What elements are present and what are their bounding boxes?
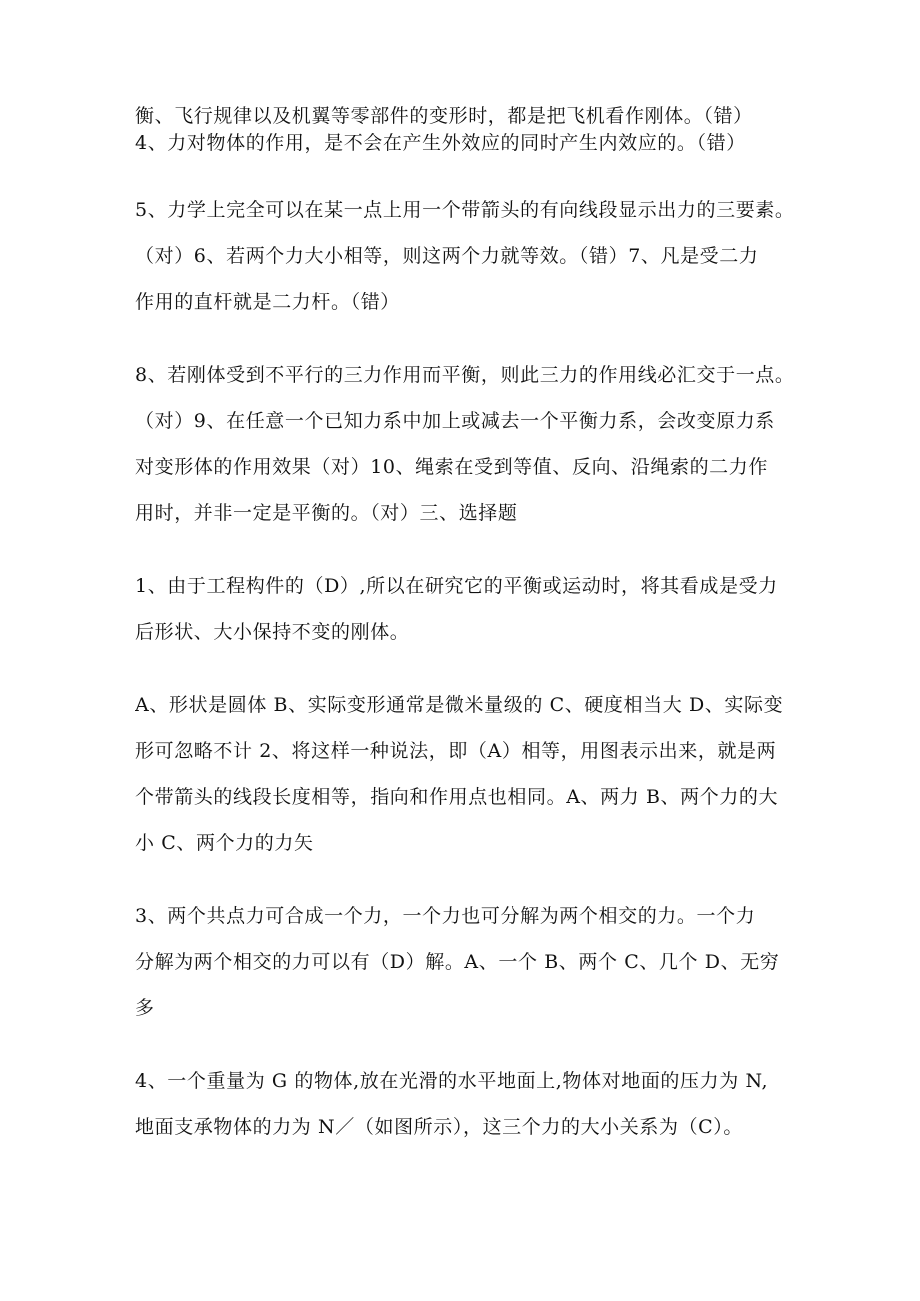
text-line: A、形状是圆体 B、实际变形通常是微米量级的 C、硬度相当大 D、实际变 bbox=[135, 694, 784, 716]
text-line: 分解为两个相交的力可以有（D）解。A、一个 B、两个 C、几个 D、无穷 bbox=[135, 951, 780, 973]
text-line: 5、力学上完全可以在某一点上用一个带箭头的有向线段显示出力的三要素。 bbox=[135, 199, 795, 221]
text-line: 8、若刚体受到不平行的三力作用而平衡，则此三力的作用线必汇交于一点。 bbox=[135, 364, 795, 386]
text-line: 形可忽略不计 2、将这样一种说法，即（A）相等，用图表示出来，就是两 bbox=[135, 740, 777, 762]
text-line: 对变形体的作用效果（对）10、绳索在受到等值、反向、沿绳索的二力作 bbox=[135, 456, 768, 478]
text-line: 用时，并非一定是平衡的。（对）三、选择题 bbox=[135, 502, 518, 524]
text-line: （对）9、在任意一个已知力系中加上或减去一个平衡力系，会改变原力系 bbox=[135, 410, 775, 432]
text-line: 4、力对物体的作用，是不会在产生外效应的同时产生内效应的。（错） bbox=[135, 132, 746, 154]
text-line: 多 bbox=[135, 997, 155, 1019]
text-line: 地面支承物体的力为 N／（如图所示），这三个力的大小关系为（C）。 bbox=[135, 1116, 744, 1138]
text-line: 作用的直杆就是二力杆。（错） bbox=[135, 291, 400, 313]
text-line: 后形状、大小保持不变的刚体。 bbox=[135, 621, 410, 643]
text-line: 1、由于工程构件的（D）,所以在研究它的平衡或运动时，将其看成是受力 bbox=[135, 575, 778, 597]
text-line: 衡、飞行规律以及机翼等零部件的变形时，都是把飞机看作刚体。（错） bbox=[135, 105, 753, 127]
text-line: 个带箭头的线段长度相等，指向和作用点也相同。A、两力 B、两个力的大 bbox=[135, 786, 779, 808]
text-line: （对）6、若两个力大小相等，则这两个力就等效。（错）7、凡是受二力 bbox=[135, 245, 759, 267]
text-line: 4、一个重量为 G 的物体,放在光滑的水平地面上,物体对地面的压力为 N, bbox=[135, 1070, 769, 1092]
text-line: 小 C、两个力的力矢 bbox=[135, 832, 314, 854]
text-line: 3、两个共点力可合成一个力，一个力也可分解为两个相交的力。一个力 bbox=[135, 905, 756, 927]
